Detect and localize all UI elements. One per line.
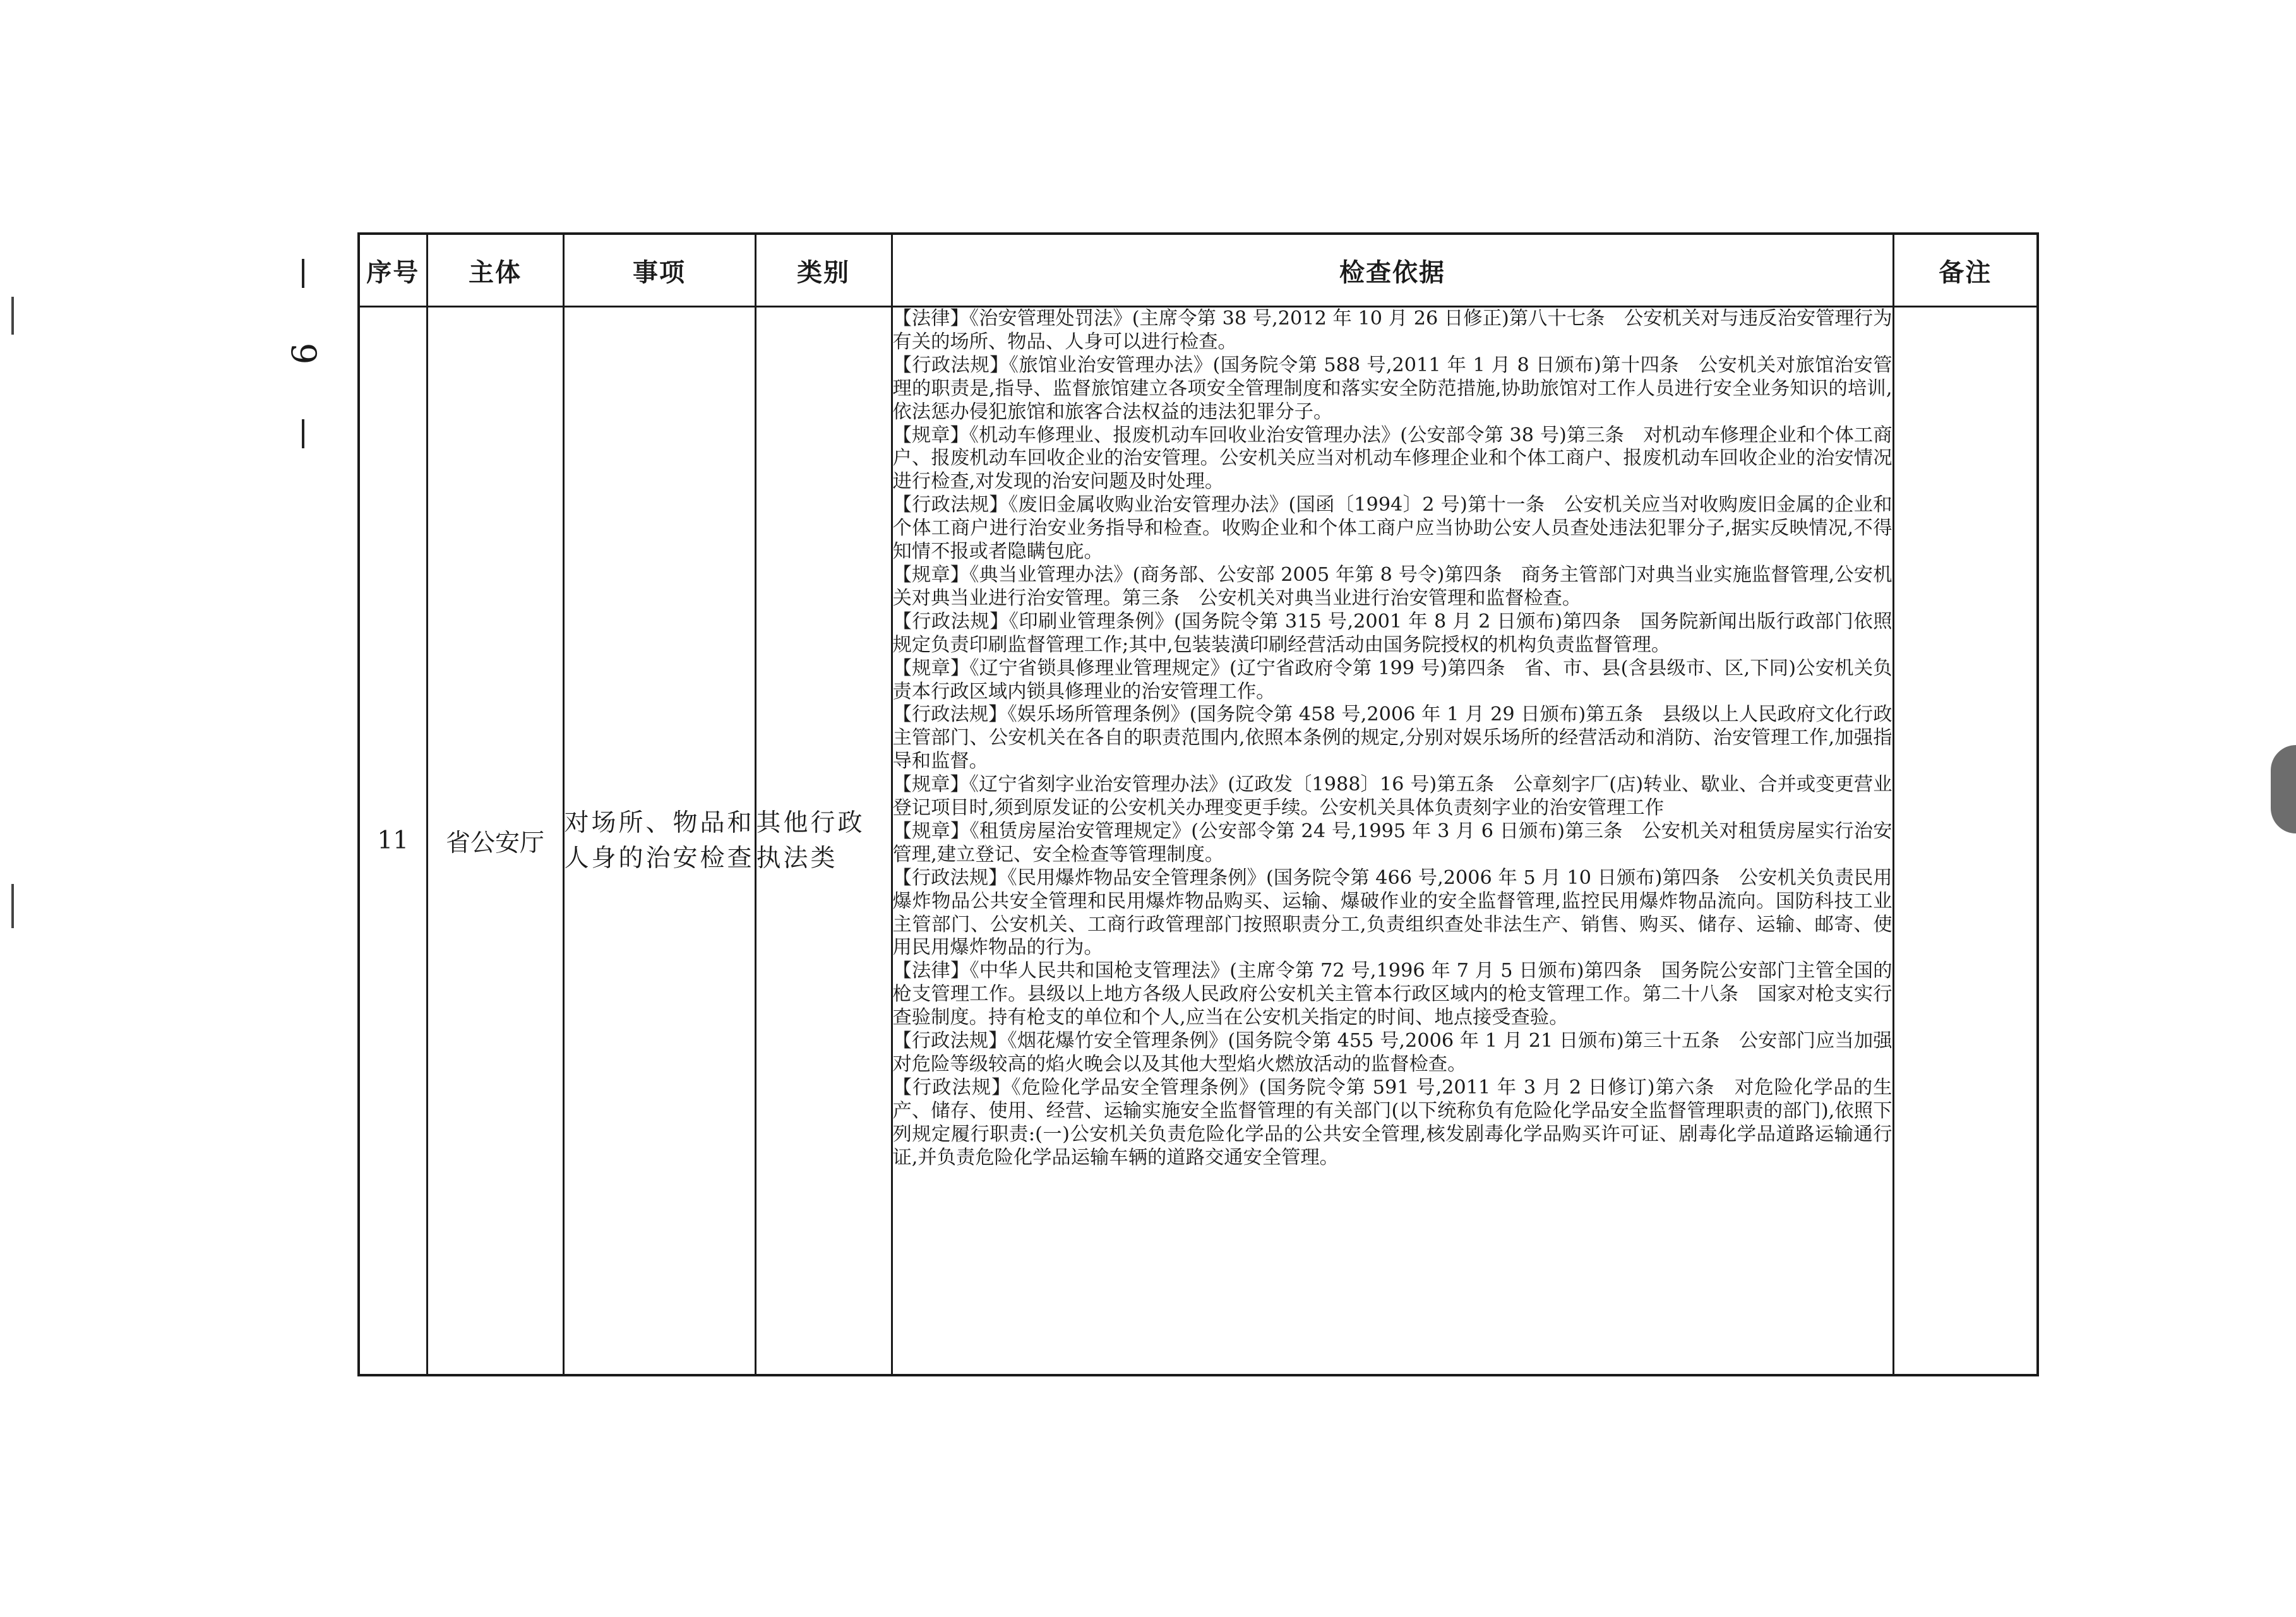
basis-list [893,307,1892,1170]
header-category: 类别 [755,234,892,307]
header-seq: 序号 [359,234,427,307]
margin-mark-bottom [11,884,14,928]
table-row [359,307,2038,1376]
table-header-row [359,234,2038,307]
page-number [284,259,322,448]
header-item: 事项 [563,234,755,307]
basis-item: 【法律】《中华人民共和国枪支管理法》(主席令第 72 号,1996 年 7 月 5 日颁布)第四条 国务院公安部门主管全国的枪支管理工作。县级以上地方各级人民政府公安机关主管本行政区域内的枪支管理工作。第二十八条 国家对枪支实行查验制度。持有枪支的单位和个人,应当在公安机关指定的时间、地点接受查验。 [892,960,1892,1029]
margin-mark-top [11,297,14,335]
row-subject: 省公安厅 [427,307,563,1376]
row-seq: 11 [359,307,427,1376]
page-number-text: 9 [283,342,323,365]
row-category: 其他行政执法类 [755,307,892,1376]
basis-item: 【行政法规】《废旧金属收购业治安管理办法》(国函〔1994〕2 号)第十一条 公安机关应当对收购废旧金属的企业和个体工商户进行治安业务指导和检查。收购企业和个体工商户应当协助公安人员查处违法犯罪分子,据实反映情况,不得知情不报或者隐瞒包庇。 [892,494,1892,563]
row-remark [1893,307,2038,1376]
basis-item: 【规章】《辽宁省锁具修理业管理规定》(辽宁省政府令第 199 号)第四条 省、市、县(含县级市、区,下同)公安机关负责本行政区域内锁具修理业的治安管理工作。 [892,657,1892,703]
row-item: 对场所、物品和人身的治安检查 [563,307,755,1376]
row-basis [892,307,1893,1376]
basis-item: 【行政法规】《民用爆炸物品安全管理条例》(国务院令第 466 号,2006 年 5 月 10 日颁布)第四条 公安机关负责民用爆炸物品公共安全管理和民用爆炸物品购买、运输、爆破作业的安全监督管理,监控民用爆炸物品流向。国防科技工业主管部门、公安机关、工商行政管理部门按照职责分工,负责组织查处非法生产、销售、购买、储存、运输、邮寄、使用民用爆炸物品的行为。 [892,866,1892,959]
basis-item: 【行政法规】《旅馆业治安管理办法》(国务院令第 588 号,2011 年 1 月 8 日颁布)第十四条 公安机关对旅馆治安管理的职责是,指导、监督旅馆建立各项安全管理制度和落实安全防范措施,协助旅馆对工作人员进行安全业务知识的培训,依法惩办侵犯旅馆和旅客合法权益的违法犯罪分子。 [892,354,1892,423]
page-number-dash-top [302,259,304,288]
inspection-table [357,232,2039,1376]
basis-item: 【规章】《典当业管理办法》(商务部、公安部 2005 年第 8 号令)第四条 商务主管部门对典当业实施监督管理,公安机关对典当业进行治安管理。第三条 公安机关对典当业进行治安管理和监督检查。 [892,563,1892,609]
header-subject: 主体 [427,234,563,307]
basis-item: 【行政法规】《危险化学品安全管理条例》(国务院令第 591 号,2011 年 3 月 2 日修订)第六条 对危险化学品的生产、储存、使用、经营、运输实施安全监督管理的有关部门(以下统称负有危险化学品安全监督管理职责的部门),依照下列规定履行职责:(一)公安机关负责危险化学品的公共安全管理,核发剧毒化学品购买许可证、剧毒化学品道路运输通行证,并负责危险化学品运输车辆的道路交通安全管理。 [892,1076,1892,1169]
basis-item: 【规章】《机动车修理业、报废机动车回收业治安管理办法》(公安部令第 38 号)第三条 对机动车修理企业和个体工商户、报废机动车回收企业的治安管理。公安机关应当对机动车修理企业和个体工商户、报废机动车回收企业的治安情况进行检查,对发现的治安问题及时处理。 [892,424,1892,493]
basis-item: 【规章】《辽宁省刻字业治安管理办法》(辽政发〔1988〕16 号)第五条 公章刻字厂(店)转业、歇业、合并或变更营业登记项目时,须到原发证的公安机关办理变更手续。公安机关具体负责刻字业的治安管理工作 [892,773,1892,820]
header-remark: 备注 [1893,234,2038,307]
header-basis: 检查依据 [892,234,1893,307]
binding-tab [2271,745,2296,833]
basis-item: 【规章】《租赁房屋治安管理规定》(公安部令第 24 号,1995 年 3 月 6 日颁布)第三条 公安机关对租赁房屋实行治安管理,建立登记、安全检查等管理制度。 [892,820,1892,866]
basis-item: 【行政法规】《娱乐场所管理条例》(国务院令第 458 号,2006 年 1 月 29 日颁布)第五条 县级以上人民政府文化行政主管部门、公安机关在各自的职责范围内,依照本条例的规定,分别对娱乐场所的经营活动和消防、治安管理工作,加强指导和监督。 [892,703,1892,773]
basis-item: 【行政法规】《印刷业管理条例》(国务院令第 315 号,2001 年 8 月 2 日颁布)第四条 国务院新闻出版行政部门依照规定负责印刷监督管理工作;其中,包装装潢印刷经营活动由国务院授权的机构负责监督管理。 [892,610,1892,656]
basis-item: 【行政法规】《烟花爆竹安全管理条例》(国务院令第 455 号,2006 年 1 月 21 日颁布)第三十五条 公安部门应当加强对危险等级较高的焰火晚会以及其他大型焰火燃放活动的监督检查。 [892,1030,1892,1075]
basis-item: 【法律】《治安管理处罚法》(主席令第 38 号,2012 年 10 月 26 日修正)第八十七条 公安机关对与违反治安管理行为有关的场所、物品、人身可以进行检查。 [892,307,1892,353]
page-number-dash-bottom [302,419,304,448]
